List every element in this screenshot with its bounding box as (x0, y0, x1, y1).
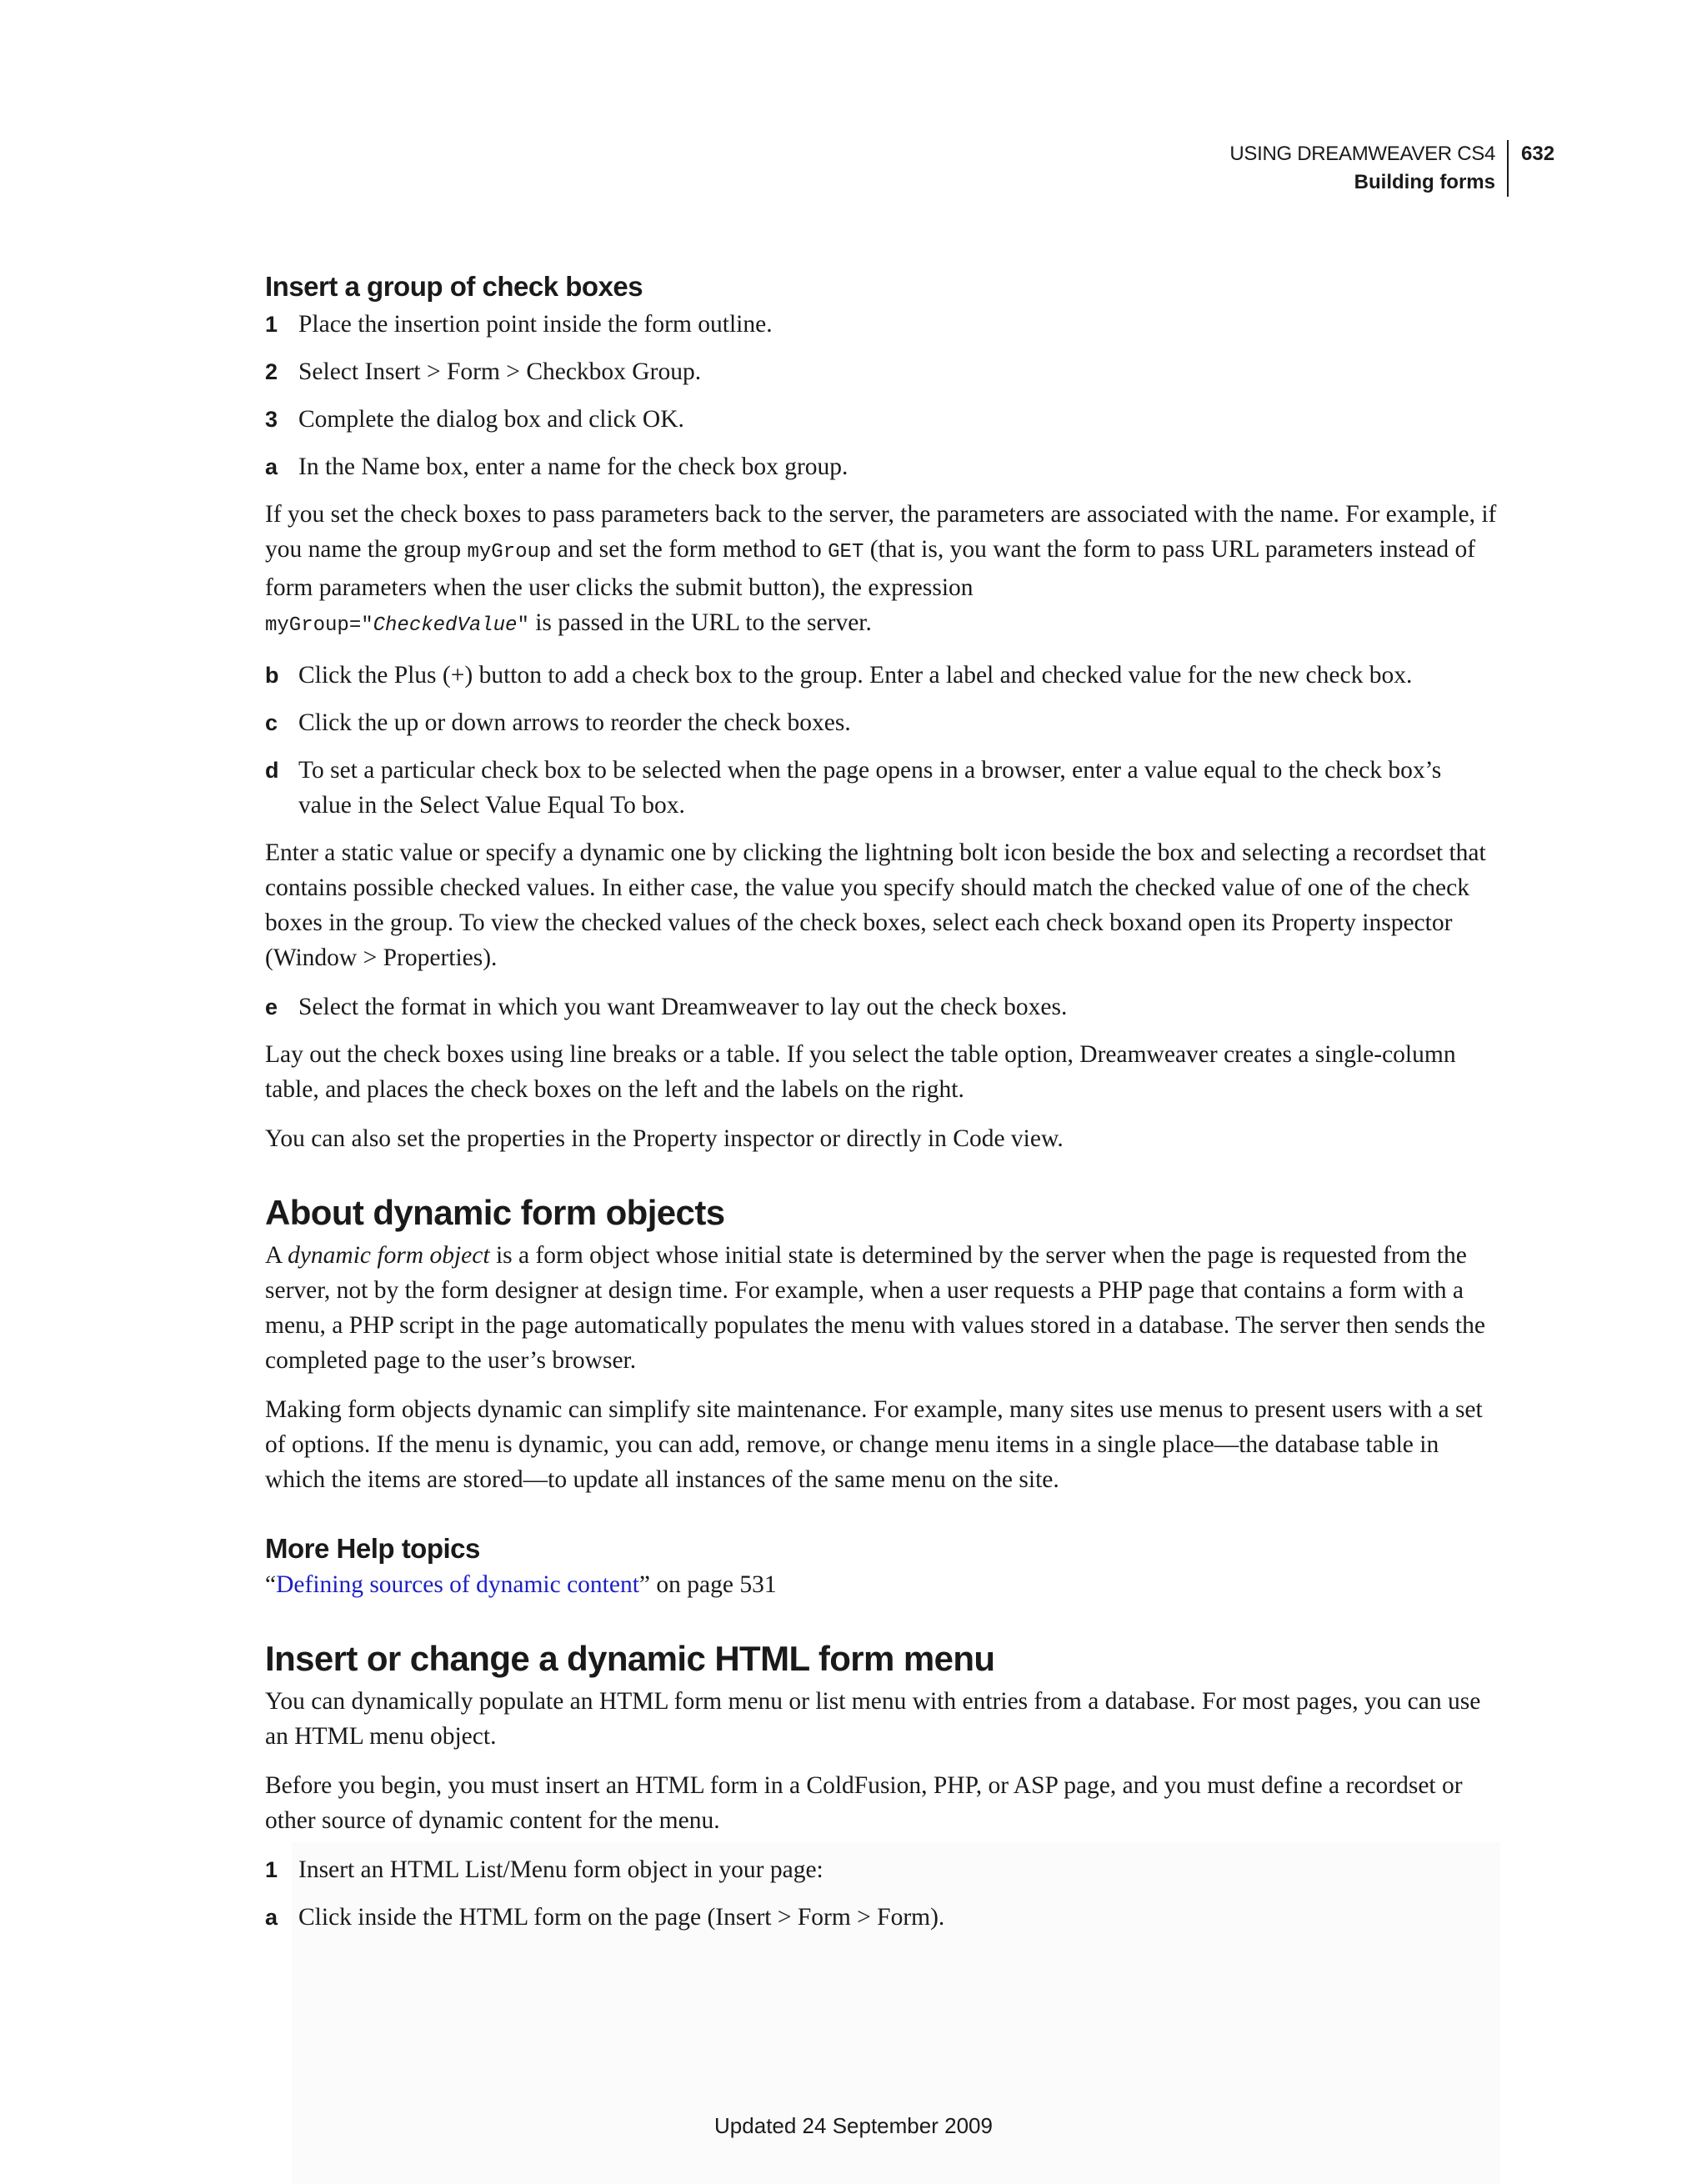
step-number: 3 (265, 407, 278, 432)
text-run: on page 531 (650, 1571, 777, 1598)
term-dynamic-form-object: dynamic form object (288, 1242, 490, 1269)
step-a-menu (265, 1900, 1500, 1935)
paragraph-static-value: Enter a static value or specify a dynamic one by clicking the lightning bolt icon beside the box and selecting a recordset that contains possible checked values. In either case, the value you specify should match the checked value of one of the check boxes in the group. To view the checked values of the check boxes, select each check boxand open its Property inspector (Window > Properties). (265, 839, 1486, 971)
step-text: Select Insert > Form > Checkbox Group. (298, 358, 702, 385)
text-run: and set the form method to (551, 536, 828, 563)
help-link-dynamic-content[interactable]: Defining sources of dynamic content (276, 1571, 639, 1598)
page-number: 632 (1521, 143, 1555, 165)
step-b (265, 658, 1500, 693)
code-expression-end: " (517, 614, 529, 637)
step-number: 1 (265, 1857, 278, 1882)
step-3 (265, 402, 1500, 437)
section-heading-dynamic-menu: Insert or change a dynamic HTML form menu (265, 1639, 995, 1678)
step-text: In the Name box, enter a name for the check box group. (298, 453, 848, 480)
paragraph-before-you-begin: Before you begin, you must insert an HTML form in a ColdFusion, PHP, or ASP page, and you must define a recordset or other source of dynamic content for the menu. (265, 1772, 1463, 1834)
text-run: is passed in the URL to the server. (528, 609, 872, 636)
code-mygroup: myGroup (467, 541, 552, 564)
section-heading-dynamic-objects: About dynamic form objects (265, 1193, 725, 1232)
code-get: GET (828, 541, 864, 564)
step-1-menu (265, 1852, 1500, 1887)
text-run: is a form object whose initial state is determined by the server when the page is requested from the server, not by the form designer at design time. For example, when a user requests a PHP page that contains a form with a menu, a PHP script in the page automatically populates the menu with values stored in a database. The server then sends the completed page to the user’s browser. (265, 1242, 1485, 1374)
paragraph-layout: Lay out the check boxes using line breaks or a table. If you select the table option, Dreamweaver creates a single-column table, and places the check boxes on the left and the labels on the right. (265, 1041, 1456, 1103)
step-a (265, 449, 1500, 484)
paragraph-parameters (265, 497, 1500, 644)
step-number: a (265, 454, 278, 479)
text-run: ” (638, 1571, 651, 1598)
paragraph-dynamic-definition (265, 1238, 1500, 1378)
page-footer: Updated 24 September 2009 (714, 2113, 993, 2138)
step-text: Insert an HTML List/Menu form object in your page: (298, 1856, 823, 1883)
step-text: Click the Plus (+) button to add a check box to the group. Enter a label and checked value for the new check box. (298, 662, 1413, 689)
section-heading-checkbox-group: Insert a group of check boxes (265, 271, 643, 302)
page-content (265, 268, 1500, 1935)
running-header (995, 140, 1509, 197)
step-text: Place the insertion point inside the form outline. (298, 311, 773, 338)
step-number: e (265, 994, 278, 1019)
step-number: 2 (265, 359, 278, 384)
paragraph-maintenance: Making form objects dynamic can simplify site maintenance. For example, many sites use menus to present users with a set of options. If the menu is dynamic, you can add, remove, or change menu items in a single place—the database table in which the items are stored—to update all instances of the same menu on the site. (265, 1396, 1483, 1493)
step-c (265, 705, 1500, 740)
step-number: b (265, 663, 279, 688)
step-number: a (265, 1905, 278, 1930)
step-text: Click inside the HTML form on the page (Insert > Form > Form). (298, 1904, 945, 1931)
step-d (265, 753, 1500, 823)
step-text: Click the up or down arrows to reorder the check boxes. (298, 709, 851, 736)
more-help-heading: More Help topics (265, 1533, 480, 1564)
step-2 (265, 354, 1500, 389)
step-number: c (265, 710, 278, 735)
step-text: To set a particular check box to be selected when the page opens in a browser, enter a value equal to the check box’s value in the Select Value Equal To box. (298, 757, 1442, 819)
step-number: d (265, 758, 279, 783)
step-1 (265, 307, 1500, 342)
code-expression-start: myGroup=" (265, 614, 373, 637)
chapter-title: Building forms (1354, 171, 1495, 193)
text-run: (that is, you want the form to pass URL parameters instead of form parameters when the user clicks the submit button), the expression (265, 536, 1476, 601)
code-checked-value: CheckedValue (373, 614, 518, 637)
step-e (265, 989, 1500, 1024)
paragraph-populate-menu: You can dynamically populate an HTML form menu or list menu with entries from a database. For most pages, you can use an HTML menu object. (265, 1688, 1481, 1750)
help-topic-item (265, 1567, 1500, 1602)
text-run: “ (265, 1571, 277, 1598)
step-number: 1 (265, 312, 278, 337)
text-run: If you set the check boxes to pass parameters back to the server, the parameters are associated with the name. For example, if you name the group (265, 501, 1497, 563)
text-run: A (265, 1242, 288, 1269)
paragraph-properties: You can also set the properties in the Property inspector or directly in Code view. (265, 1125, 1064, 1152)
step-text: Select the format in which you want Dreamweaver to lay out the check boxes. (298, 994, 1068, 1020)
step-text: Complete the dialog box and click OK. (298, 406, 684, 433)
book-title: USING DREAMWEAVER CS4 (1229, 143, 1495, 165)
